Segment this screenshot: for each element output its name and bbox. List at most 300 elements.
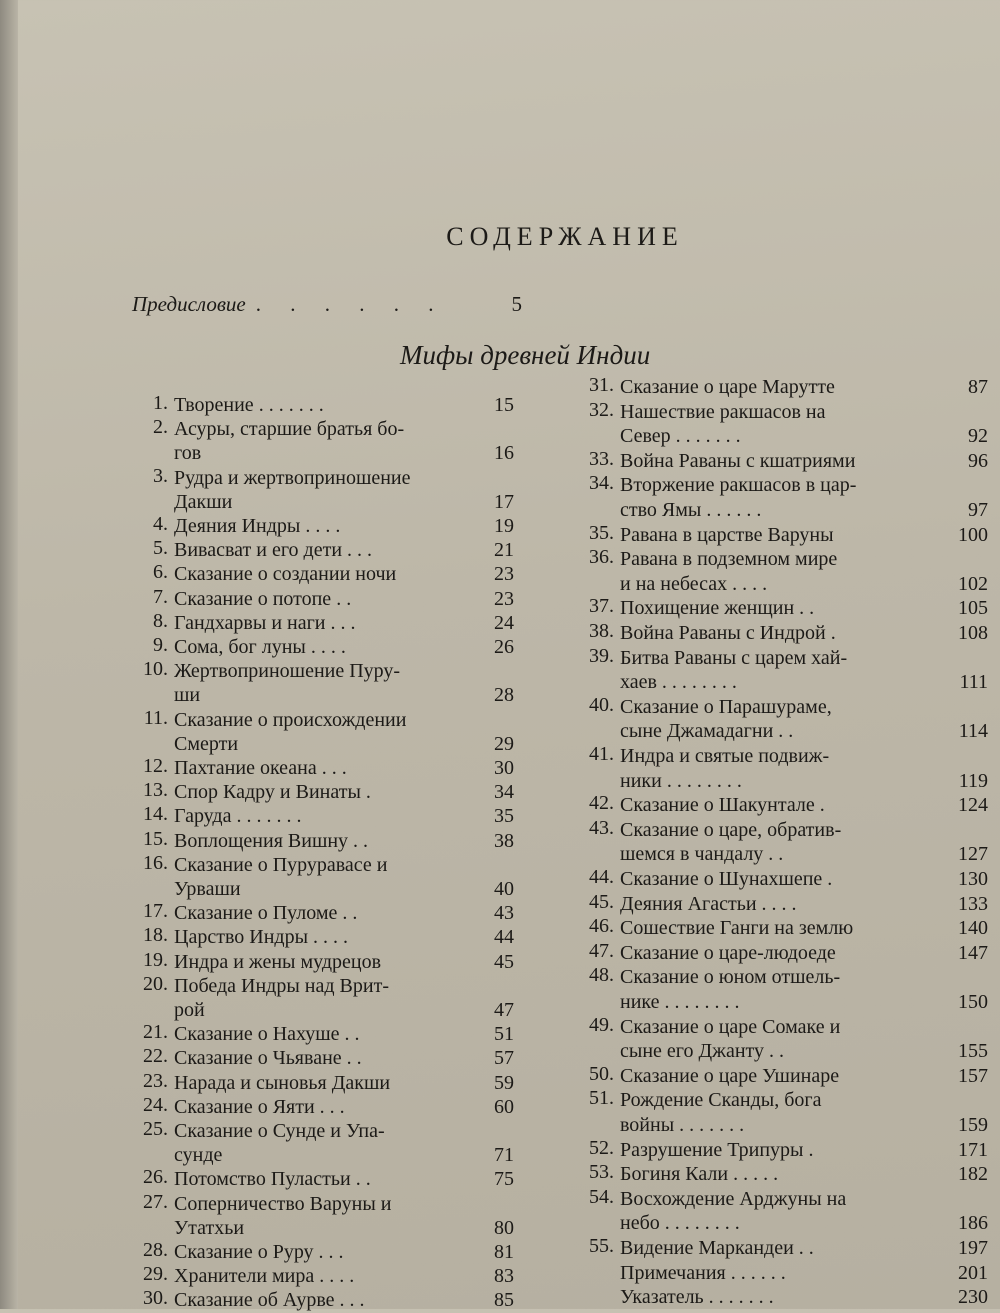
toc-entry	[578, 867, 988, 892]
toc-entry-title	[620, 1236, 938, 1261]
toc-entry-line: Дакши	[174, 490, 233, 513]
toc-entry-number: 40.	[589, 693, 614, 716]
toc-entry	[578, 892, 988, 917]
toc-entry	[578, 744, 988, 793]
toc-entry-title	[174, 393, 464, 417]
toc-entry	[578, 1285, 988, 1310]
toc-entry-page: 155	[958, 1040, 988, 1063]
toc-entry-line: и на небесах . . . .	[620, 572, 768, 595]
toc-entry-line: Сказание о Яяти . . .	[174, 1095, 345, 1118]
toc-entry-title	[174, 1119, 464, 1167]
toc-entry-number: 49.	[589, 1013, 614, 1036]
toc-entry-title	[620, 400, 938, 449]
toc-entry-line: Равана в подземном мире	[620, 548, 838, 571]
toc-entry-line: Деяния Индры . . . .	[174, 515, 341, 537]
toc-entry-number: 39.	[589, 644, 614, 667]
toc-entry-line: ники . . . . . . . .	[620, 769, 742, 792]
toc-entry-title	[620, 1088, 938, 1137]
toc-entry	[578, 449, 988, 474]
toc-entry-page: 59	[494, 1071, 514, 1094]
toc-entry-page: 130	[958, 868, 988, 890]
toc-entry-page: 201	[958, 1261, 988, 1284]
toc-entry-title	[174, 780, 464, 804]
toc-entry-number: 53.	[589, 1161, 614, 1184]
toc-entry-title	[174, 1192, 464, 1240]
toc-entry-page: 83	[494, 1265, 514, 1288]
toc-entry	[132, 417, 514, 465]
toc-entry-line: Вивасват и его дети . . .	[174, 539, 373, 562]
toc-entry	[578, 965, 988, 1014]
toc-entry-line: рой	[174, 999, 205, 1021]
toc-entry-page: 81	[494, 1240, 514, 1263]
toc-entry-number: 38.	[589, 620, 614, 642]
toc-entry-line: Индра и жены мудрецов	[174, 950, 382, 973]
toc-entry-line: войны . . . . . . .	[620, 1113, 745, 1136]
toc-entry-number: 25.	[143, 1118, 168, 1140]
toc-entry-title	[620, 695, 938, 744]
toc-entry-number: 16.	[143, 851, 168, 874]
toc-entry-page: 75	[494, 1168, 514, 1191]
toc-entry-line: Похищение женщин . .	[620, 597, 815, 620]
toc-entry-number: 51.	[589, 1087, 614, 1110]
toc-entry-title	[174, 1167, 464, 1191]
preface-label: Предисловие	[132, 292, 246, 316]
toc-entry-line: ши	[174, 684, 201, 707]
toc-entry-page: 35	[494, 805, 514, 828]
toc-entry	[578, 523, 988, 548]
toc-entry-line: Сошествие Ганги на землю	[620, 917, 854, 940]
toc-entry	[578, 596, 988, 621]
toc-entry-page: 51	[494, 1023, 514, 1046]
toc-entry-number: 35.	[589, 521, 614, 544]
toc-entry-line: Сказание о царе Сомаке и	[620, 1015, 841, 1038]
toc-entry	[578, 1064, 988, 1089]
toc-entry-title	[174, 925, 464, 949]
toc-entry-page: 38	[494, 829, 514, 852]
toc-entry	[132, 538, 514, 562]
toc-entry-number: 18.	[143, 924, 168, 947]
toc-entry	[132, 950, 514, 974]
toc-entry-line: Спор Кадру и Винаты .	[174, 781, 371, 804]
preface-page: 5	[511, 292, 522, 316]
toc-entry-page: 29	[494, 732, 514, 755]
toc-entry-line: ство Ямы . . . . . .	[620, 498, 762, 521]
toc-entry-page: 150	[958, 990, 988, 1013]
toc-entry-title	[174, 974, 464, 1022]
toc-entry-line: Индра и святые подвиж-	[620, 745, 830, 767]
toc-entry-title	[174, 804, 464, 828]
toc-entry	[578, 1261, 988, 1286]
toc-entry-page: 197	[958, 1237, 988, 1259]
toc-entry-number: 36.	[589, 546, 614, 569]
toc-entry-number: 2.	[153, 416, 168, 439]
toc-entry-line: нике . . . . . . . .	[620, 990, 740, 1013]
toc-entry-line: Сказание о Пуруравасе и	[174, 853, 388, 876]
toc-entry-number: 19.	[143, 948, 168, 971]
toc-entry-line: Потомство Пуластьи . .	[174, 1168, 371, 1191]
toc-entry	[578, 1187, 988, 1236]
toc-entry-line: сунде	[174, 1144, 223, 1167]
toc-entry-title	[620, 473, 938, 522]
toc-entry-title	[174, 756, 464, 780]
toc-entry-page: 57	[494, 1047, 514, 1070]
toc-entry-number: 43.	[589, 816, 614, 839]
toc-entry-line: шемся в чандалу . .	[620, 843, 784, 866]
toc-entry-page: 45	[494, 950, 514, 973]
toc-entry-page: 230	[958, 1286, 988, 1309]
toc-entry-title	[174, 514, 464, 538]
toc-entry-page: 182	[958, 1163, 988, 1186]
toc-entry	[578, 695, 988, 744]
toc-entry	[132, 659, 514, 707]
toc-entry-title	[174, 611, 464, 635]
toc-entry-page: 127	[958, 843, 988, 866]
toc-entry-title	[620, 596, 938, 621]
toc-entry-page: 147	[958, 941, 988, 964]
toc-entry-number: 20.	[143, 972, 168, 995]
toc-entry	[132, 1046, 514, 1070]
toc-entry-page: 97	[968, 498, 988, 521]
toc-entry-line: Война Раваны с Индрой .	[620, 622, 836, 644]
toc-entry-line: Соперничество Варуны и	[174, 1192, 392, 1215]
toc-entry-number: 23.	[143, 1069, 168, 1092]
toc-entry-number: 15.	[143, 827, 168, 850]
toc-entry-line: Сказание о царе-людоеде	[620, 941, 836, 964]
toc-entry-number: 6.	[153, 561, 168, 584]
section-title: Мифы древней Индии	[400, 340, 651, 370]
toc-entry-line: Сказание о царе Марутте	[620, 376, 835, 398]
toc-entry-line: Сказание о происхождении	[174, 708, 407, 731]
toc-entry-number: 32.	[589, 398, 614, 421]
toc-entry-title	[174, 1022, 464, 1046]
toc-entry-page: 47	[494, 998, 514, 1021]
toc-entry-title	[620, 916, 938, 941]
page-edge	[0, 0, 18, 1309]
toc-entry-number: 13.	[143, 779, 168, 802]
toc-entry-number: 1.	[153, 392, 168, 414]
toc-entry-title	[620, 621, 938, 646]
toc-entry-page: 159	[958, 1113, 988, 1136]
toc-entry-number: 46.	[589, 915, 614, 938]
toc-entry-title	[174, 562, 464, 586]
toc-entry-line: Сказание о Пуломе . .	[174, 902, 358, 925]
toc-entry-line: Победа Индры над Врит-	[174, 974, 389, 997]
toc-entry	[132, 1192, 514, 1240]
toc-entry-number: 27.	[143, 1190, 168, 1213]
toc-entry	[578, 1015, 988, 1064]
toc-entry-title	[174, 853, 464, 901]
toc-entry-line: Рождение Сканды, бога	[620, 1089, 822, 1112]
toc-entry-number: 37.	[589, 595, 614, 618]
toc-entry	[132, 587, 514, 611]
toc-entry-line: Указатель . . . . . . .	[620, 1286, 774, 1309]
toc-entry-title	[174, 1071, 464, 1095]
toc-entry	[578, 1088, 988, 1137]
toc-entry	[132, 1071, 514, 1095]
toc-entry-page: 108	[958, 622, 988, 644]
toc-entry-line: Царство Индры . . . .	[174, 926, 349, 949]
toc-entry-title	[620, 965, 938, 1014]
toc-entry-line: Сказание о царе Ушинаре	[620, 1064, 840, 1087]
toc-entry-line: Вторжение ракшасов в цар-	[620, 474, 857, 497]
toc-entry-line: Сказание о Нахуше . .	[174, 1023, 360, 1046]
toc-entry-line: Богиня Кали . . . . .	[620, 1163, 779, 1186]
toc-entry-line: Гандхарвы и наги . . .	[174, 611, 356, 634]
toc-entry	[578, 646, 988, 695]
toc-entry-page: 34	[494, 781, 514, 804]
toc-entry-title	[620, 867, 938, 892]
toc-entry-line: Равана в царстве Варуны	[620, 523, 834, 546]
toc-entry-line: Пахтание океана . . .	[174, 757, 347, 779]
toc-entry	[132, 611, 514, 635]
toc-entry	[132, 635, 514, 659]
toc-entry-title	[620, 523, 938, 548]
toc-entry-page: 30	[494, 756, 514, 779]
toc-entry-line: гов	[174, 442, 202, 465]
toc-entry-number: 12.	[143, 755, 168, 777]
toc-entry-line: Сказание о царе, обратив-	[620, 818, 842, 841]
toc-entry-line: Жертвоприношение Пуру-	[174, 660, 401, 683]
toc-entry-line: Асуры, старшие братья бо-	[174, 418, 405, 441]
toc-entry-line: Воплощения Вишну . .	[174, 829, 369, 852]
toc-entry-line: Война Раваны с кшатриями	[620, 449, 856, 472]
toc-entry-line: Сказание о потопе . .	[174, 587, 352, 610]
toc-entry-line: хаев . . . . . . . .	[620, 671, 737, 694]
toc-entry-number: 47.	[589, 939, 614, 962]
toc-entry-line: Примечания . . . . . .	[620, 1261, 786, 1284]
toc-entry-number: 55.	[589, 1235, 614, 1257]
toc-entry-title	[174, 635, 464, 659]
toc-entry-page: 111	[959, 671, 988, 694]
toc-entry-line: сыне Джамадагни . .	[620, 720, 794, 743]
toc-entry-number: 9.	[153, 634, 168, 656]
toc-entry-number: 31.	[589, 374, 614, 396]
toc-entry	[132, 974, 514, 1022]
toc-entry-page: 100	[958, 523, 988, 546]
toc-entry	[578, 793, 988, 818]
toc-entry-title	[620, 818, 938, 867]
preface-dots: . . . . . .	[255, 292, 446, 316]
toc-entry-line: Сказание о Сунде и Упа-	[174, 1120, 385, 1143]
toc-entry-line: Сказание о Чьяване . .	[174, 1047, 362, 1070]
toc-entry-line: Урваши	[174, 878, 241, 900]
toc-entry-title	[174, 659, 464, 707]
toc-entry-page: 28	[494, 684, 514, 707]
toc-entry-page: 171	[958, 1138, 988, 1161]
toc-entry-page: 140	[958, 917, 988, 940]
toc-entry-page: 124	[958, 794, 988, 817]
toc-entry-line: Сказание о Шакунтале .	[620, 794, 825, 817]
toc-entry-line: Нашествие ракшасов на	[620, 400, 826, 423]
toc-entry-title	[174, 466, 464, 514]
toc-entry	[578, 916, 988, 941]
toc-entry	[132, 1167, 514, 1191]
toc-entry-line: Сказание о Руру . . .	[174, 1241, 344, 1263]
toc-entry-line: Сказание об Аурве . . .	[174, 1289, 365, 1312]
toc-entry	[578, 818, 988, 867]
toc-entry-page: 105	[958, 597, 988, 620]
toc-entry-line: Сказание о создании ночи	[174, 563, 397, 586]
toc-entry-page: 40	[494, 877, 514, 900]
toc-entry-line: Восхождение Арджуны на	[620, 1187, 847, 1210]
toc-entry-number: 54.	[589, 1185, 614, 1208]
toc-entry-line: Север . . . . . . .	[620, 425, 741, 448]
toc-entry-number: 33.	[589, 447, 614, 470]
toc-entry-page: 119	[958, 769, 988, 792]
toc-entry-page: 71	[494, 1144, 514, 1167]
toc-entry-line: Смерти	[174, 732, 239, 755]
toc-entry-number: 28.	[143, 1239, 168, 1261]
toc-entry-page: 44	[494, 926, 514, 949]
toc-entry	[132, 1264, 514, 1288]
toc-entry-number: 5.	[153, 537, 168, 560]
toc-entry-title	[620, 1015, 938, 1064]
page-title: СОДЕРЖАНИЕ	[446, 222, 684, 251]
toc-entry-page: 43	[494, 902, 514, 925]
toc-entry-title	[174, 708, 464, 756]
toc-entry-line: сыне его Джанту . .	[620, 1040, 784, 1063]
toc-entry-number: 11.	[143, 706, 168, 729]
toc-entry	[132, 901, 514, 925]
toc-entry-title	[174, 1264, 464, 1288]
toc-entry-page: 157	[958, 1064, 988, 1087]
toc-entry-number: 3.	[153, 464, 168, 487]
toc-entry-number: 21.	[143, 1021, 168, 1044]
toc-entry-title	[620, 646, 938, 695]
toc-entry	[132, 1095, 514, 1119]
toc-entry-line: Видение Маркандеи . .	[620, 1237, 814, 1259]
toc-entry-number: 34.	[589, 472, 614, 495]
toc-entry-line: Гаруда . . . . . . .	[174, 805, 302, 828]
toc-entry-number: 44.	[589, 866, 614, 888]
toc-entry-line: Сказание о Парашураме,	[620, 695, 832, 718]
toc-entry-number: 30.	[143, 1287, 168, 1310]
toc-entry-number: 4.	[153, 513, 168, 535]
toc-entry-line: Битва Раваны с царем хай-	[620, 646, 848, 669]
toc-entry	[578, 1138, 988, 1163]
toc-entry-title	[174, 1240, 464, 1264]
toc-entry-page: 80	[494, 1216, 514, 1239]
toc-entry	[132, 1240, 514, 1264]
toc-entry-number: 24.	[143, 1093, 168, 1116]
toc-entry-number: 45.	[589, 890, 614, 913]
toc-entry	[132, 393, 514, 417]
toc-entry-number: 8.	[153, 609, 168, 632]
toc-entry	[578, 621, 988, 646]
toc-entry	[578, 400, 988, 449]
toc-entry	[132, 1119, 514, 1167]
toc-entry-number: 14.	[143, 803, 168, 826]
toc-entry-number: 29.	[143, 1263, 168, 1286]
toc-entry-number: 42.	[589, 792, 614, 815]
toc-entry-page: 26	[494, 635, 514, 658]
toc-entry-title	[620, 1064, 938, 1089]
toc-entry-title	[620, 375, 938, 400]
toc-entry-page: 24	[494, 611, 514, 634]
toc-entry-page: 16	[494, 442, 514, 465]
toc-entry	[132, 1022, 514, 1046]
toc-entry-line: Рудра и жертвоприношение	[174, 466, 411, 489]
toc-entry-line: Утатхьи	[174, 1216, 245, 1239]
toc-entry-title	[174, 1046, 464, 1070]
toc-entry	[578, 1236, 988, 1261]
toc-entry-line: Творение . . . . . . .	[174, 394, 324, 416]
toc-entry-line: Деяния Агастьи . . . .	[620, 892, 797, 915]
toc-entry	[132, 562, 514, 586]
toc-entry-page: 186	[958, 1212, 988, 1235]
toc-entry-line: небо . . . . . . . .	[620, 1212, 740, 1235]
toc-entry-number: 17.	[143, 900, 168, 923]
toc-entry	[132, 466, 514, 514]
toc-entry-line: Сома, бог луны . . . .	[174, 636, 346, 658]
toc-entry-line: Хранители мира . . . .	[174, 1265, 355, 1288]
toc-entry	[132, 514, 514, 538]
preface-entry	[132, 292, 522, 317]
toc-entry-title	[620, 547, 938, 596]
toc-entry-page: 114	[958, 720, 988, 743]
toc-entry-page: 87	[968, 376, 988, 398]
toc-entry-page: 23	[494, 587, 514, 610]
toc-entry-title	[620, 793, 938, 818]
toc-entry-line: Сказание о Шунахшепе .	[620, 868, 833, 890]
toc-entry	[132, 756, 514, 780]
toc-entry-page: 92	[968, 425, 988, 448]
toc-entry-page: 96	[968, 449, 988, 472]
toc-entry-title	[620, 1187, 938, 1236]
toc-entry	[132, 853, 514, 901]
toc-entry-line: Нарада и сыновья Дакши	[174, 1071, 391, 1094]
toc-entry	[132, 829, 514, 853]
toc-entry-title	[174, 587, 464, 611]
toc-entry-title	[620, 1285, 938, 1310]
toc-entry-number: 48.	[589, 964, 614, 987]
toc-entry-title	[174, 538, 464, 562]
toc-entry-number: 10.	[143, 658, 168, 681]
toc-entry-title	[620, 449, 938, 474]
toc-entry-page: 60	[494, 1095, 514, 1118]
toc-entry-page: 23	[494, 563, 514, 586]
toc-entry	[578, 941, 988, 966]
toc-entry-line: Сказание о юном отшель-	[620, 966, 841, 989]
toc-entry-page: 133	[958, 892, 988, 915]
toc-entry-page: 17	[494, 490, 514, 513]
toc-entry	[578, 375, 988, 400]
toc-entry-number: 26.	[143, 1166, 168, 1189]
toc-entry-number: 22.	[143, 1045, 168, 1068]
toc-entry-title	[620, 1261, 938, 1286]
toc-entry-title	[620, 744, 938, 793]
toc-entry-title	[620, 892, 938, 917]
toc-entry-number: 7.	[153, 585, 168, 608]
toc-entry	[132, 708, 514, 756]
toc-entry	[132, 925, 514, 949]
toc-entry-page: 21	[494, 539, 514, 562]
toc-entry	[578, 547, 988, 596]
toc-entry-title	[620, 941, 938, 966]
toc-entry-page: 102	[958, 572, 988, 595]
toc-entry-page: 85	[494, 1289, 514, 1312]
toc-entry-page: 19	[494, 514, 514, 537]
toc-entry-number: 50.	[589, 1062, 614, 1085]
toc-entry	[132, 780, 514, 804]
toc-entry-page: 15	[494, 393, 514, 416]
toc-entry-title	[174, 1095, 464, 1119]
toc-entry	[578, 1162, 988, 1187]
toc-entry-number: 41.	[589, 743, 614, 765]
toc-entry-title	[174, 950, 464, 974]
toc-entry-line: Разрушение Трипуры .	[620, 1138, 814, 1161]
toc-entry	[578, 473, 988, 522]
